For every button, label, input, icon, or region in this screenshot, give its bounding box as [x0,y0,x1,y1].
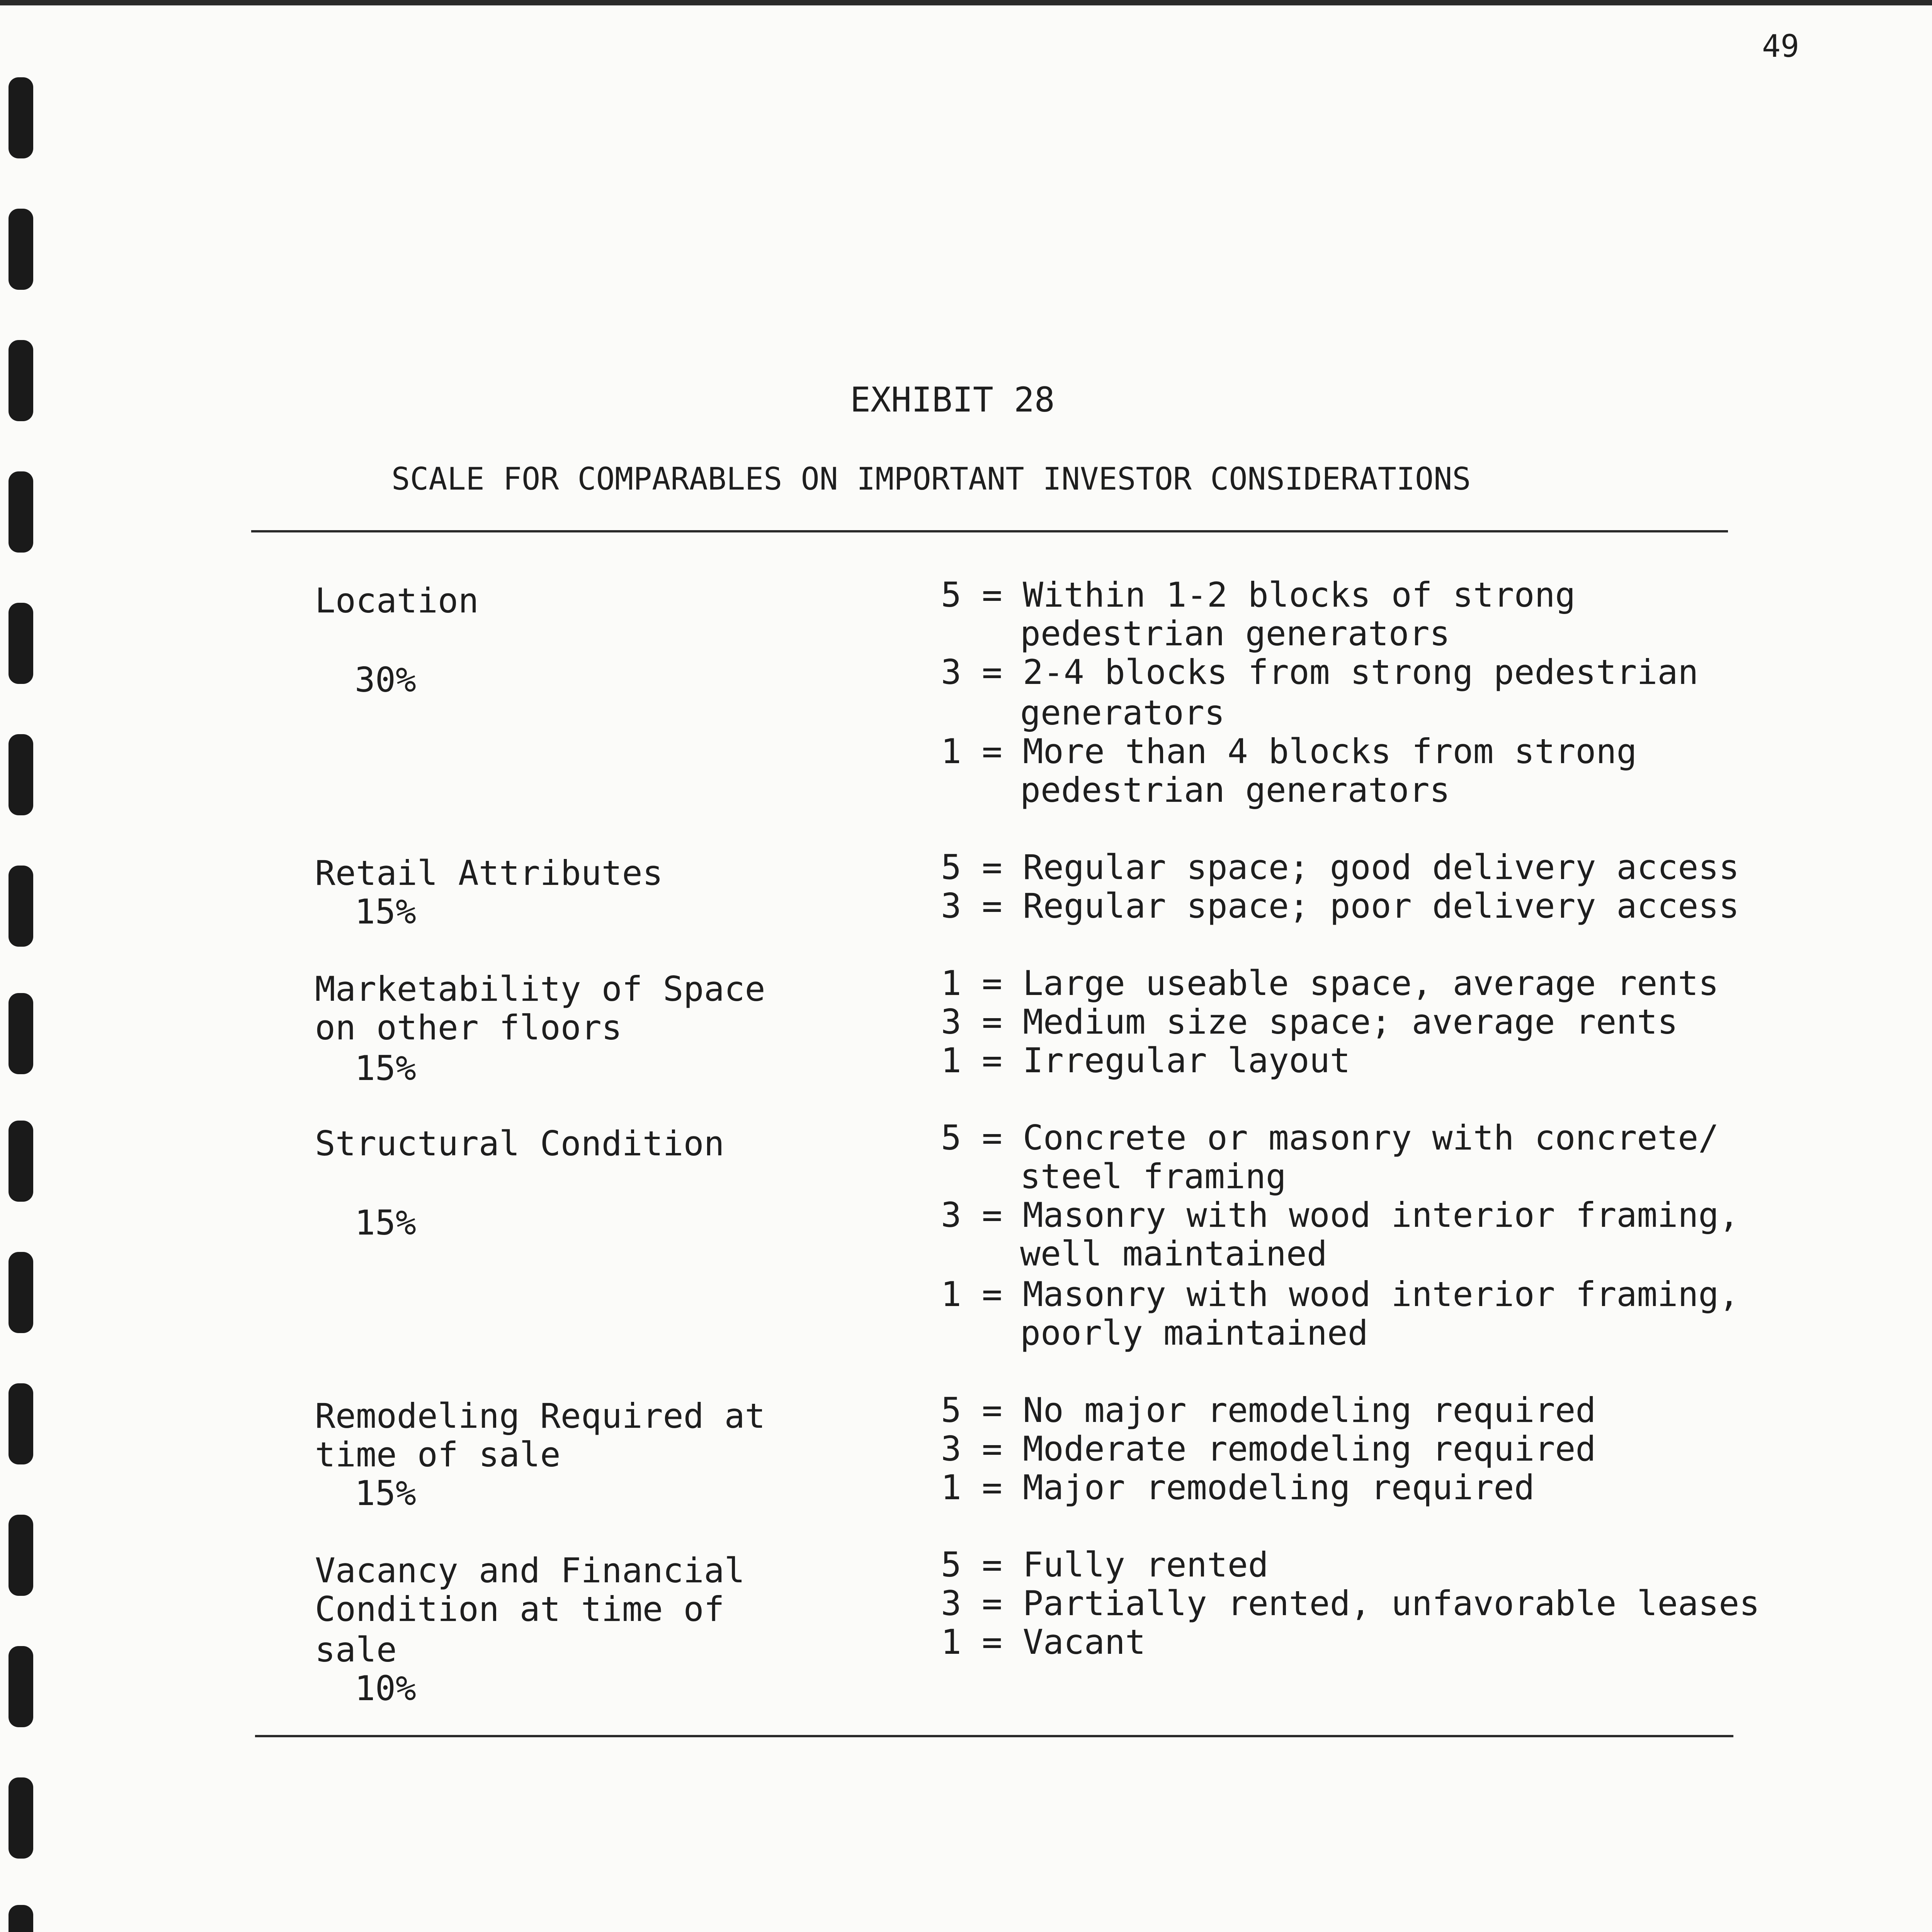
scale-description: Masonry with wood interior framing, [1022,1274,1740,1314]
scale-description: Masonry with wood interior framing, [1022,1195,1740,1235]
factor-weight: 15% [355,1203,416,1243]
scale-score: 1 [941,1274,961,1314]
binding-hole [9,1252,33,1333]
factor-name-cont: on other floors [315,1008,622,1048]
scale-description-cont: well maintained [1020,1234,1327,1274]
scale-item: 3 = 2-4 blocks from strong pedestrian [941,652,1699,692]
scale-description: Regular space; good delivery access [1022,847,1740,887]
scale-description: Within 1-2 blocks of strong [1022,575,1576,615]
scale-description: 2-4 blocks from strong pedestrian [1022,652,1699,692]
factor-name: Remodeling Required at [315,1396,765,1436]
scale-score: 3 [941,652,961,692]
scale-score: 3 [941,1429,961,1469]
factor-weight: 15% [355,1048,416,1088]
scale-description-cont: pedestrian generators [1020,614,1450,653]
table-bottom-rule [255,1735,1733,1737]
scale-item: 5 = Concrete or masonry with concrete/ [941,1118,1719,1158]
scale-description: Major remodeling required [1022,1468,1535,1507]
scale-item: 5 = Fully rented [941,1545,1269,1585]
scale-item: 1 = Irregular layout [941,1041,1350,1080]
scale-item: 1 = More than 4 blocks from strong [941,731,1637,771]
binding-hole [9,1646,33,1727]
exhibit-subtitle: SCALE FOR COMPARABLES ON IMPORTANT INVESTOR CONSIDERATIONS [391,461,1471,497]
scale-item: 5 = Regular space; good delivery access [941,847,1740,887]
binding-hole [9,734,33,815]
factor-name-cont: Condition at time of [315,1589,724,1629]
scale-item: 3 = Medium size space; average rents [941,1002,1678,1042]
binding-hole [9,340,33,421]
scale-score: 3 [941,886,961,926]
scale-description: Fully rented [1022,1545,1269,1585]
factor-weight: 30% [355,660,416,700]
scale-item: 3 = Partially rented, unfavorable leases [941,1583,1760,1623]
binding-hole [9,1905,33,1932]
scale-description: Large useable space, average rents [1022,963,1719,1003]
factor-weight: 15% [355,892,416,932]
binding-hole [9,993,33,1074]
scale-score: 1 [941,1468,961,1507]
scale-score: 3 [941,1583,961,1623]
scale-description: Regular space; poor delivery access [1022,886,1740,926]
scale-item: 3 = Regular space; poor delivery access [941,886,1740,926]
factor-name: Marketability of Space [315,969,765,1009]
scale-item: 1 = Vacant [941,1622,1146,1662]
scale-score: 1 [941,963,961,1003]
factor-name-cont: time of sale [315,1435,561,1475]
scale-description: Medium size space; average rents [1022,1002,1678,1042]
scale-item: 5 = Within 1-2 blocks of strong [941,575,1576,615]
scale-description-cont: steel framing [1020,1156,1286,1196]
scale-score: 5 [941,1545,961,1585]
factor-name: Structural Condition [315,1124,724,1163]
scale-description-cont: generators [1020,693,1225,733]
scale-score: 1 [941,1041,961,1080]
binding-hole [9,866,33,947]
binding-hole [9,209,33,290]
scale-score: 1 [941,1622,961,1662]
factor-weight: 15% [355,1473,416,1513]
binding-hole [9,1777,33,1859]
page-number: 49 [1762,28,1799,64]
binding-hole [9,603,33,684]
binding-hole [9,1515,33,1596]
scale-item: 3 = Masonry with wood interior framing, [941,1195,1740,1235]
scale-item: 1 = Large useable space, average rents [941,963,1719,1003]
scale-item: 5 = No major remodeling required [941,1390,1596,1430]
exhibit-title: EXHIBIT 28 [850,380,1055,420]
table-top-rule [251,530,1728,532]
binding-hole [9,77,33,158]
scale-score: 5 [941,575,961,615]
scale-description: No major remodeling required [1022,1390,1596,1430]
scale-score: 3 [941,1002,961,1042]
scale-item: 1 = Masonry with wood interior framing, [941,1274,1740,1314]
scale-score: 1 [941,731,961,771]
scale-description-cont: pedestrian generators [1020,770,1450,810]
factor-name: Retail Attributes [315,853,663,893]
scale-description: Irregular layout [1022,1041,1350,1080]
binding-hole [9,1121,33,1202]
scale-score: 5 [941,1390,961,1430]
scale-description: Vacant [1022,1622,1146,1662]
scale-item: 3 = Moderate remodeling required [941,1429,1596,1469]
factor-weight: 10% [355,1668,416,1708]
scale-description: More than 4 blocks from strong [1022,731,1637,771]
factor-name: Location [315,581,479,621]
scale-description: Moderate remodeling required [1022,1429,1596,1469]
scale-description: Concrete or masonry with concrete/ [1022,1118,1719,1158]
scale-item: 1 = Major remodeling required [941,1468,1535,1507]
scale-description-cont: poorly maintained [1020,1313,1368,1353]
factor-name: Vacancy and Financial [315,1551,745,1590]
binding-hole [9,471,33,553]
factor-name-cont: sale [315,1630,397,1670]
scale-description: Partially rented, unfavorable leases [1022,1583,1760,1623]
page-top-edge [0,0,1932,5]
binding-hole [9,1383,33,1464]
scale-score: 5 [941,1118,961,1158]
scale-score: 5 [941,847,961,887]
scale-score: 3 [941,1195,961,1235]
